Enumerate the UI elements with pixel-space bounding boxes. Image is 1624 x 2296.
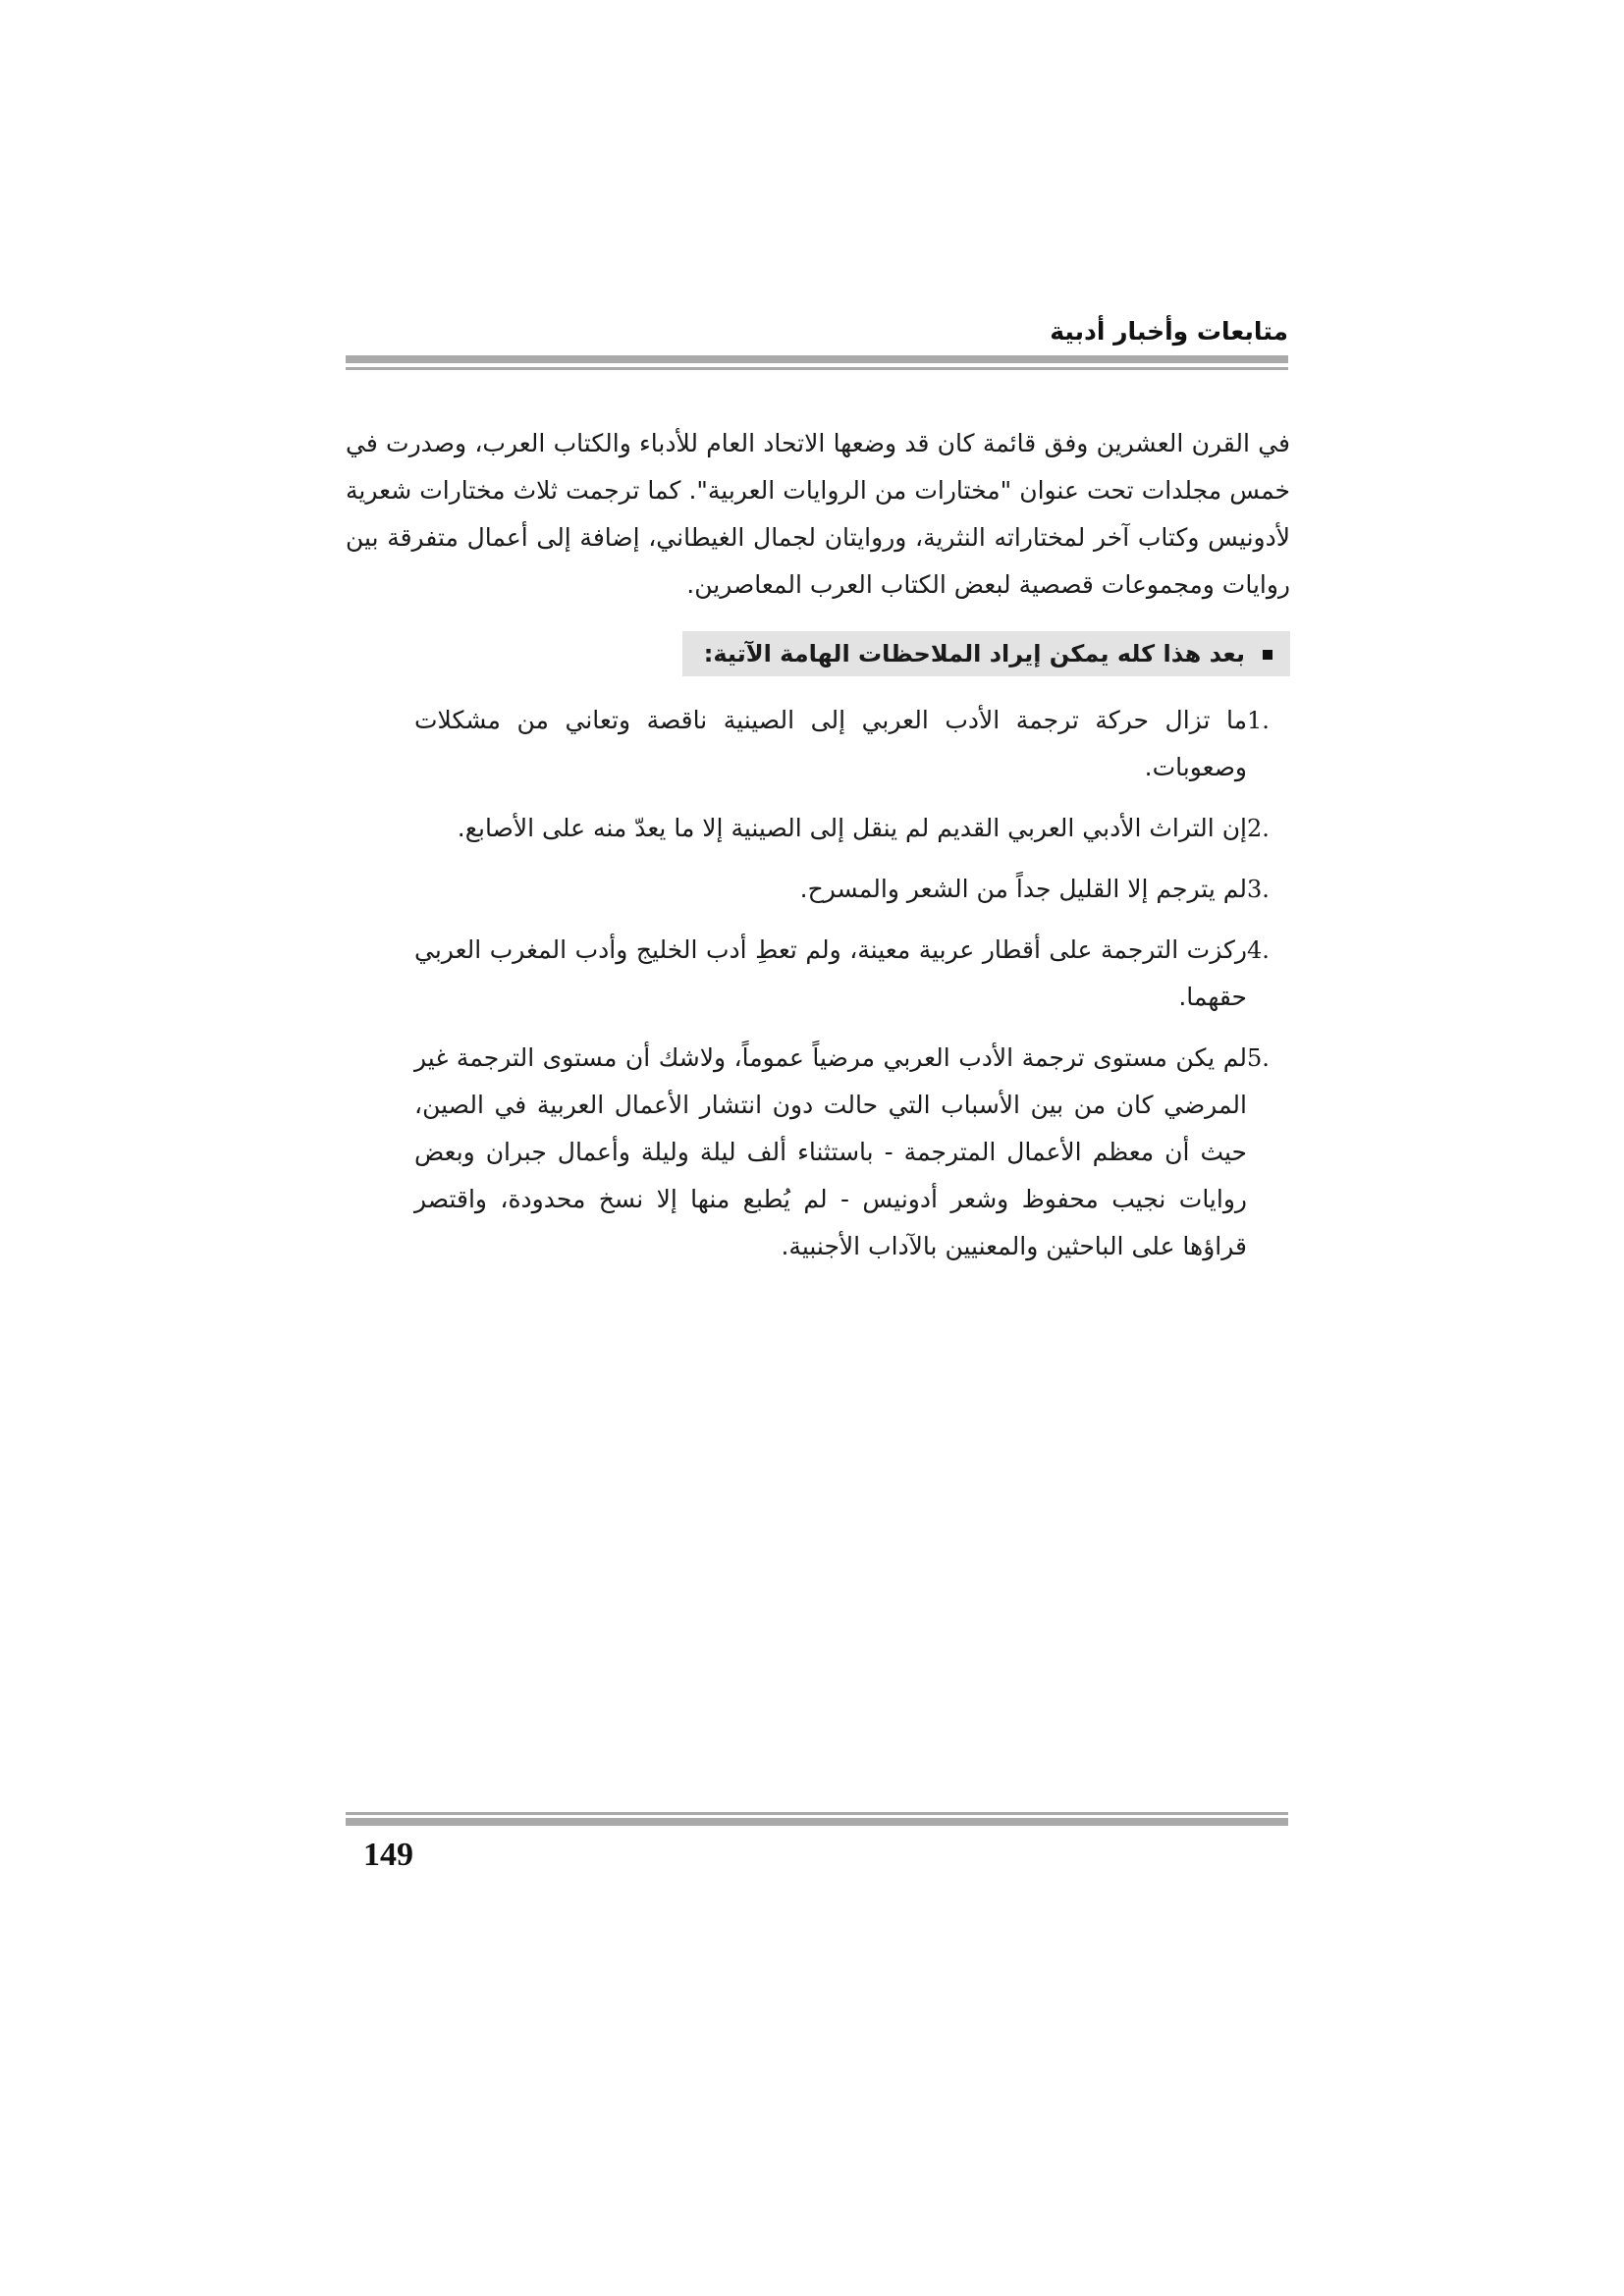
intro-paragraph: في القرن العشرين وفق قائمة كان قد وضعها الاتحاد العام للأدباء والكتاب العرب، وصدرت في خمس مجلدات تحت عنوان "مختارات من الروايات العربية". كما ترجمت ثلاث مختارات شعرية لأدونيس وكتاب آخر لمختاراته النثرية، وروايتان لجمال الغيطاني، إضافة إلى أعمال متفرقة بين روايات ومجموعات قصصية لبعض الكتاب العرب المعاصرين. (346, 429, 1290, 599)
square-bullet-icon (1263, 650, 1272, 660)
list-item-number: 1. (1247, 707, 1270, 734)
highlight-heading-text: بعد هذا كله يمكن إيراد الملاحظات الهامة الآتية: (703, 640, 1245, 667)
footer-rule-thin (346, 1812, 1288, 1815)
list-item (414, 805, 1290, 852)
list-item (414, 866, 1290, 913)
header-rule-thin (346, 367, 1288, 370)
list-item-number: 2. (1247, 815, 1270, 842)
page-number: 149 (363, 1837, 413, 1873)
list-item-number: 5. (1247, 1044, 1270, 1072)
list-item (414, 697, 1290, 791)
list-item (414, 1035, 1290, 1270)
footer-rule-thick (346, 1818, 1288, 1826)
notes-list (414, 697, 1290, 1270)
highlight-heading (682, 631, 1290, 676)
list-item-text: ركزت الترجمة على أقطار عربية معينة، ولم تعطِ أدب الخليج وأدب المغرب العربي حقهما. (414, 935, 1247, 1011)
highlight-row (346, 630, 1290, 677)
list-item-number: 4. (1247, 936, 1270, 964)
list-item-text: لم يترجم إلا القليل جداً من الشعر والمسرح. (799, 875, 1247, 903)
list-item (414, 927, 1290, 1021)
page-body (346, 420, 1290, 1284)
list-item-text: لم يكن مستوى ترجمة الأدب العربي مرضياً عموماً، ولاشك أن مستوى الترجمة غير المرضي كان من بين الأسباب التي حالت دون انتشار الأعمال العربية في الصين، حيث أن معظم الأعمال المترجمة - باستثناء ألف ليلة وليلة وأعمال جبران وبعض روايات نجيب محفوظ وشعر أدونيس - لم يُطبع منها إلا نسخ محدودة، واقتصر قراؤها على الباحثين والمعنيين بالآداب الأجنبية. (414, 1043, 1247, 1260)
list-item-number: 3. (1247, 876, 1270, 903)
header-rule-thick (346, 355, 1288, 363)
running-header-title: متابعات وأخبار أدبية (1050, 317, 1288, 346)
list-item-text: ما تزال حركة ترجمة الأدب العربي إلى الصينية ناقصة وتعاني من مشكلات وصعوبات. (414, 706, 1247, 781)
list-item-text: إن التراث الأدبي العربي القديم لم ينقل إلى الصينية إلا ما يعدّ منه على الأصابع. (457, 814, 1247, 842)
